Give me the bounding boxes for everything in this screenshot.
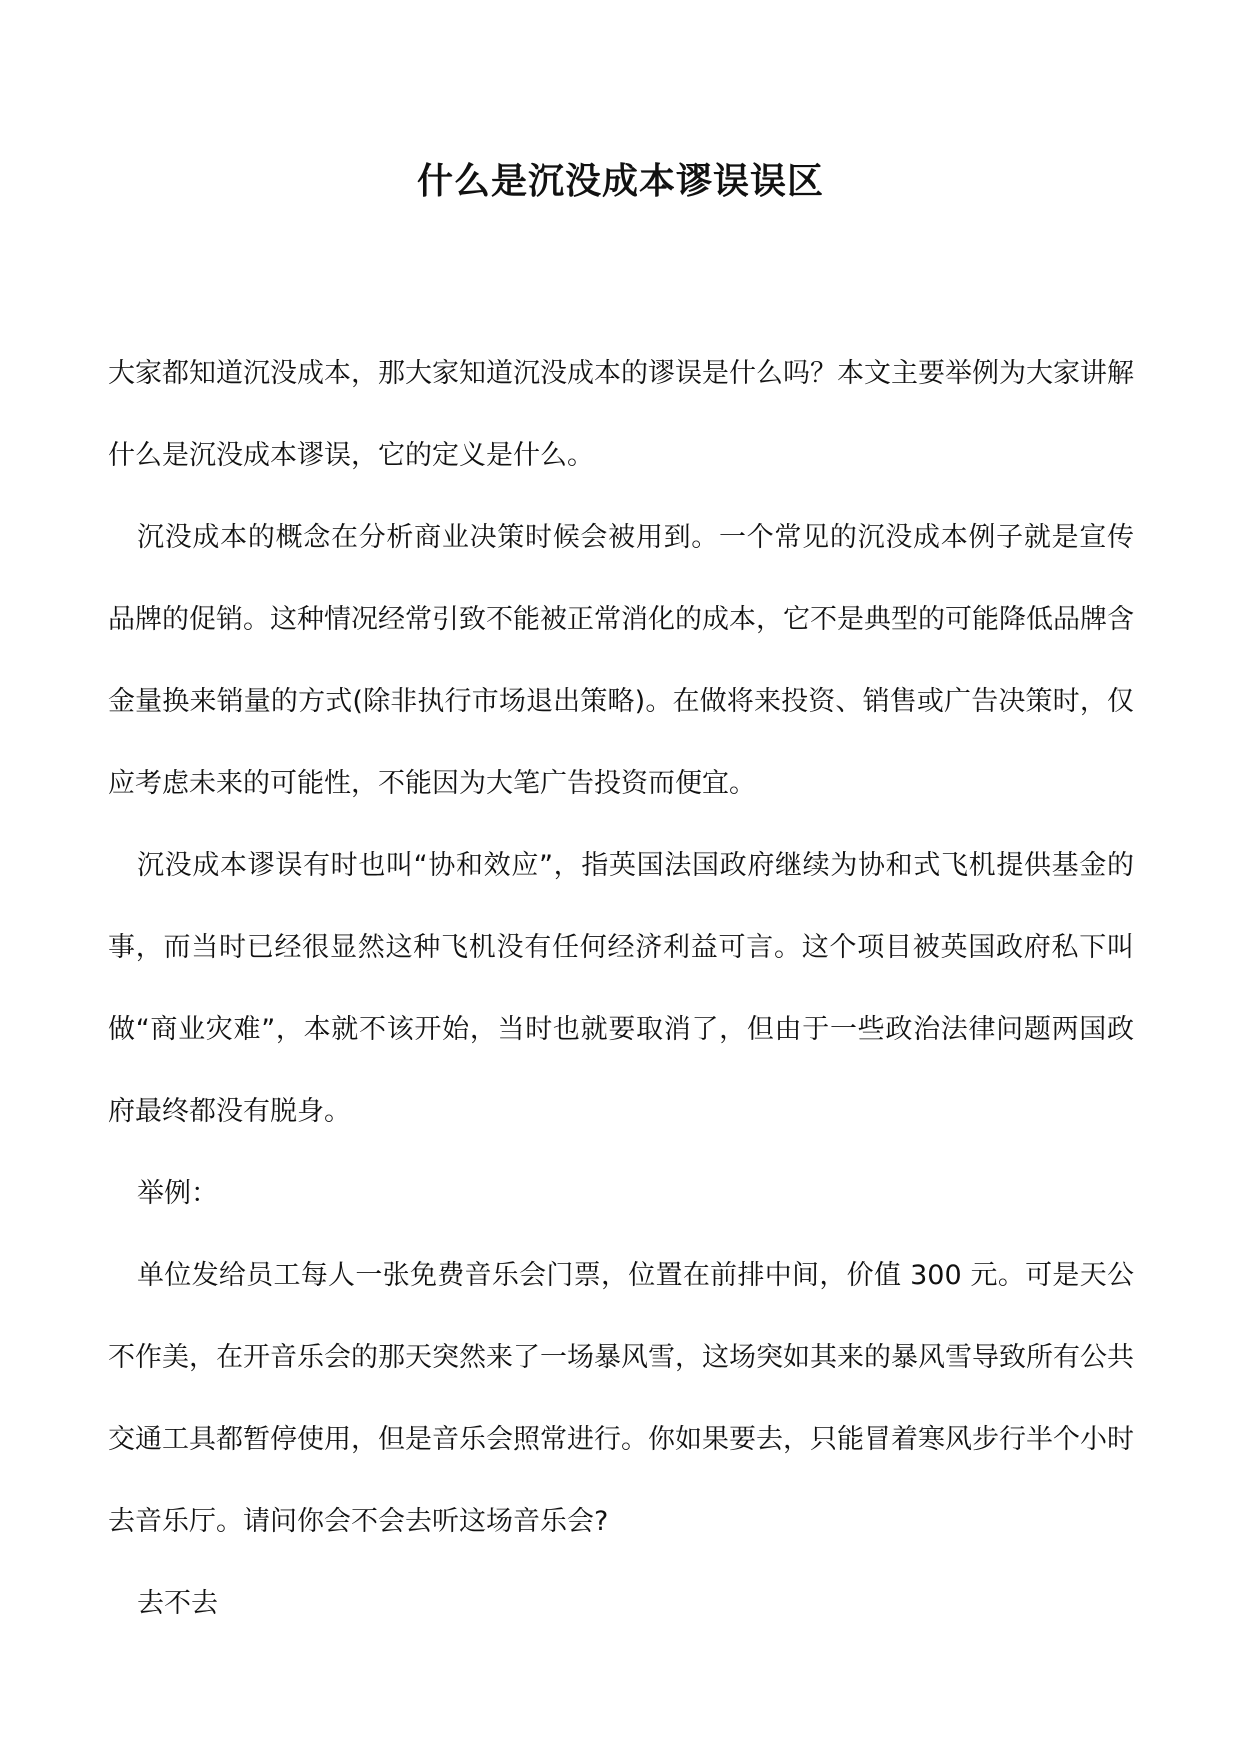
paragraph-example-heading: 举例： <box>137 1178 218 1209</box>
paragraph-concept: 沉没成本的概念在分析商业决策时候会被用到。一个常见的沉没成本例子就是宣传品牌的促销。这种情况经常引致不能被正常消化的成本，它不是典型的可能降低品牌含金量换来销量的方式(除非执行市场退出策略)。在做将来投资、销售或广告决策时，仅应考虑未来的可能性，不能因为大笔广告投资而便宜。 <box>108 522 1134 799</box>
paragraph-concorde-effect: 沉没成本谬误有时也叫“协和效应”，指英国法国政府继续为协和式飞机提供基金的事，而当时已经很显然这种飞机没有任何经济利益可言。这个项目被英国政府私下叫做“商业灾难”，本就不该开始，当时也就要取消了，但由于一些政治法律问题两国政府最终都没有脱身。 <box>108 850 1134 1127</box>
paragraph-intro: 大家都知道沉没成本，那大家知道沉没成本的谬误是什么吗？本文主要举例为大家讲解什么是沉没成本谬误，它的定义是什么。 <box>108 358 1134 471</box>
document-title: 什么是沉没成本谬误误区 <box>416 160 824 202</box>
paragraph-example: 单位发给员工每人一张免费音乐会门票，位置在前排中间，价值 300 元。可是天公不作美，在开音乐会的那天突然来了一场暴风雪，这场突如其来的暴风雪导致所有公共交通工具都暂停使用，但是音乐会照常进行。你如果要去，只能冒着寒风步行半个小时去音乐厅。请问你会不会去听这场音乐会? <box>108 1260 1134 1537</box>
paragraph-question: 去不去 <box>137 1588 218 1619</box>
document-body <box>108 333 1134 1645</box>
